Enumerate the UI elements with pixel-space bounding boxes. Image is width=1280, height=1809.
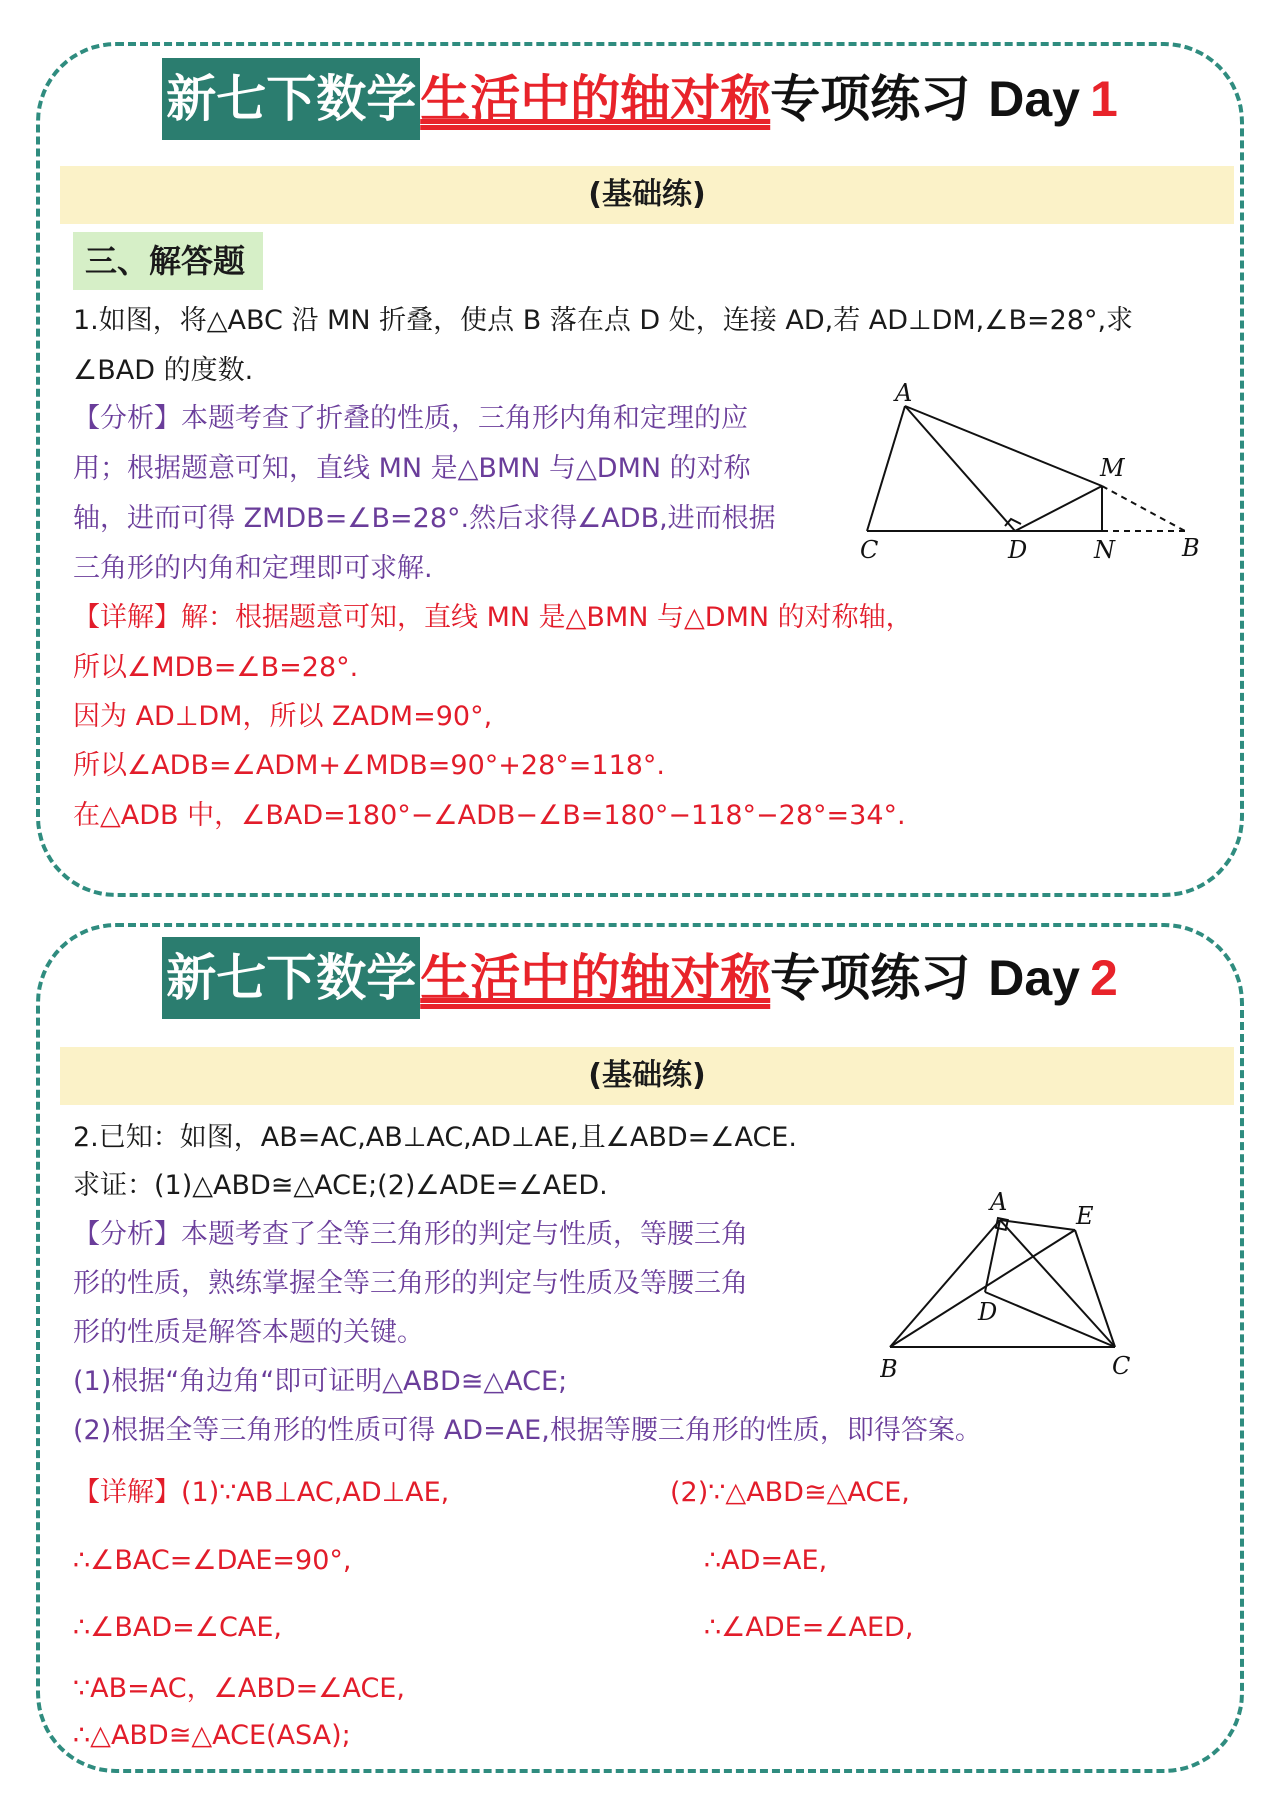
label-b: B: [880, 1355, 898, 1383]
day1-title-topic: 生活中的轴对称: [420, 70, 771, 128]
segment-mb-dashed: [1102, 486, 1185, 531]
analysis2-line: 形的性质，熟练掌握全等三角形的判定与性质及等腰三角: [73, 1268, 748, 1299]
day1-title-grade: 新七下数学: [162, 58, 420, 140]
detail1-line: 所以∠ADB=∠ADM+∠MDB=90°+28°=118°.: [73, 750, 666, 781]
analysis1-line: 三角形的内角和定理即可求解.: [73, 553, 433, 584]
question1-line1: 1.如图，将△ABC 沿 MN 折叠，使点 B 落在点 D 处，连接 AD,若 AD⊥DM,∠B=28°,求: [73, 305, 1134, 336]
day2-title: [40, 937, 1240, 1019]
day1-card: [36, 42, 1244, 897]
label-c: C: [860, 536, 879, 564]
detail1-line: 因为 AD⊥DM，所以 ZADM=90°,: [73, 701, 493, 732]
label-b: B: [1182, 534, 1200, 562]
label-d: D: [978, 1298, 998, 1326]
analysis2-line: 【分析】本题考查了全等三角形的判定与性质，等腰三角: [73, 1219, 748, 1250]
day2-title-day: Day: [988, 950, 1080, 1006]
analysis2-line: (2)根据全等三角形的性质可得 AD=AE,根据等腰三角形的性质，即得答案。: [73, 1415, 982, 1446]
question1-line2: ∠BAD 的度数.: [73, 355, 254, 386]
detail2-right-line: (2)∵△ABD≅△ACE,: [670, 1477, 910, 1508]
label-a: A: [990, 1192, 1008, 1216]
analysis1-line: 轴，进而可得 ZMDB=∠B=28°.然后求得∠ADB,进而根据: [73, 503, 776, 534]
day1-title-day: Day: [988, 71, 1080, 127]
label-m: M: [1100, 454, 1125, 482]
segment-be: [890, 1230, 1075, 1347]
detail2-left-line: ∵AB=AC，∠ABD=∠ACE,: [73, 1673, 405, 1704]
segment-ab: [890, 1220, 1000, 1347]
day2-title-topic: 生活中的轴对称: [420, 949, 771, 1007]
congruent-triangles-figure: [880, 1192, 1220, 1392]
segment-ad: [905, 406, 1015, 531]
segment-am: [905, 406, 1102, 486]
label-n: N: [1094, 536, 1115, 564]
day2-title-practice: 专项练习: [770, 949, 971, 1007]
day2-level-band: (基础练): [60, 1047, 1234, 1105]
right-angle-mark: [996, 1218, 1008, 1230]
segment-dc: [985, 1292, 1115, 1347]
section-heading: 三、解答题: [73, 232, 263, 290]
detail2-right-line: ∴∠ADE=∠AED,: [704, 1612, 914, 1643]
right-angle-mark: [1005, 519, 1021, 526]
label-c: C: [1112, 1352, 1131, 1380]
detail1-line: 所以∠MDB=∠B=28°.: [73, 652, 359, 683]
detail2-right-line: ∴AD=AE,: [704, 1545, 828, 1576]
label-e: E: [1076, 1202, 1094, 1230]
detail1-line: 在△ADB 中，∠BAD=180°−∠ADB−∠B=180°−118°−28°=34°.: [73, 800, 906, 831]
day2-title-grade: 新七下数学: [162, 937, 420, 1019]
day2-title-day-number: 2: [1089, 950, 1118, 1006]
segment-ac: [1000, 1220, 1115, 1347]
label-a: A: [895, 379, 913, 407]
detail2-left-line: ∴∠BAC=∠DAE=90°,: [73, 1545, 352, 1576]
analysis2-line: (1)根据“角边角“即可证明△ABD≅△ACE;: [73, 1366, 568, 1397]
day1-title-practice: 专项练习: [770, 70, 971, 128]
detail2-left-line: 【详解】(1)∵AB⊥AC,AD⊥AE,: [73, 1477, 450, 1508]
day1-level-band: (基础练): [60, 166, 1234, 224]
analysis1-line: 用；根据题意可知，直线 MN 是△BMN 与△DMN 的对称: [73, 453, 751, 484]
segment-ac: [867, 406, 905, 531]
segment-dm: [1015, 486, 1102, 531]
question2-line2: 求证：(1)△ABD≅△ACE;(2)∠ADE=∠AED.: [73, 1170, 608, 1201]
detail1-line: 【详解】解：根据题意可知，直线 MN 是△BMN 与△DMN 的对称轴，: [73, 602, 913, 633]
analysis1-line: 【分析】本题考查了折叠的性质，三角形内角和定理的应: [73, 403, 748, 434]
folding-triangle-figure: [860, 376, 1220, 566]
day2-card: [36, 923, 1244, 1773]
label-d: D: [1008, 536, 1028, 564]
question2-line1: 2.已知：如图，AB=AC,AB⊥AC,AD⊥AE,且∠ABD=∠ACE.: [73, 1122, 797, 1153]
day1-title: [40, 58, 1240, 140]
day1-title-day-number: 1: [1089, 71, 1118, 127]
segment-ae: [1000, 1220, 1075, 1230]
detail2-left-line: ∴∠BAD=∠CAE,: [73, 1612, 282, 1643]
segment-ec: [1075, 1230, 1115, 1347]
detail2-left-line: ∴△ABD≅△ACE(ASA);: [73, 1720, 351, 1751]
analysis2-line: 形的性质是解答本题的关键。: [73, 1317, 424, 1348]
